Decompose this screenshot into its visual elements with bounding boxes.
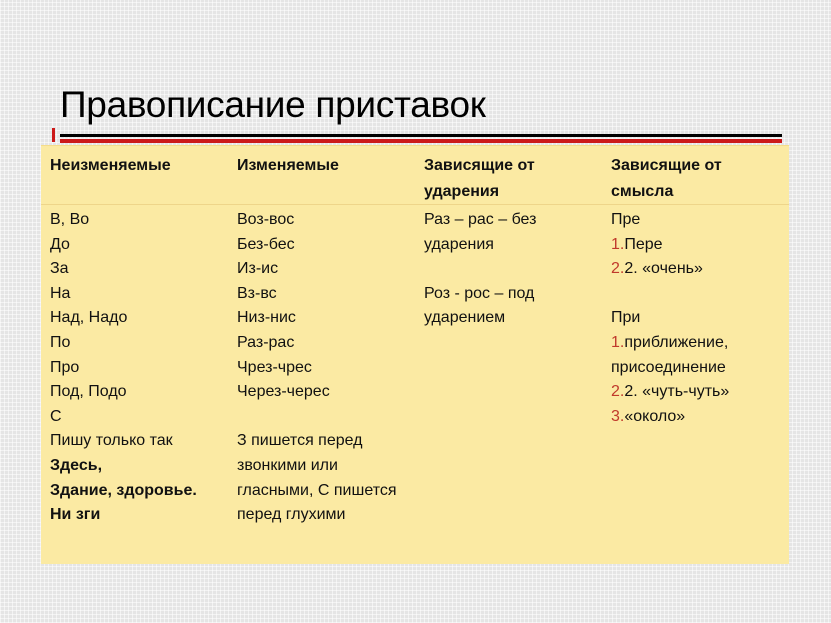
column-stress-dependent [424, 208, 536, 331]
list-item: звонкими или [237, 456, 338, 474]
list-item: По [50, 333, 71, 351]
list-item [611, 233, 729, 258]
list-item: Чрез-чрес [237, 358, 312, 376]
list-item: Под, Подо [50, 383, 127, 401]
header-changeable: Изменяемые [237, 157, 339, 174]
list-item: За [50, 260, 69, 278]
list-item [611, 405, 729, 430]
item-text: Пере [624, 235, 663, 253]
column-unchangeable [50, 208, 197, 528]
list-item: При [611, 309, 641, 327]
list-item: Пишу только так [50, 432, 173, 450]
list-item: Низ-нис [237, 309, 296, 327]
list-item: Из-ис [237, 260, 279, 278]
list-item [611, 380, 729, 405]
item-number: 2. [611, 260, 625, 278]
item-text: 2. «чуть-чуть» [624, 383, 730, 401]
title-underline-red [60, 139, 782, 143]
list-item: гласными, С пишется [237, 481, 397, 499]
list-item: Над, Надо [50, 309, 128, 327]
item-text: «около» [624, 407, 686, 425]
list-item: В, Во [50, 211, 90, 228]
column-changeable [237, 208, 397, 528]
list-item: На [50, 284, 71, 302]
list-item [611, 331, 729, 356]
item-number: 1. [611, 333, 625, 351]
header-stress-dependent [424, 153, 535, 205]
column-meaning-dependent [611, 208, 729, 429]
header-line: Зависящие от [611, 157, 722, 174]
list-item: ударением [424, 309, 506, 327]
list-item: С [50, 407, 62, 425]
list-item: Ни зги [50, 506, 101, 524]
item-number: 2. [611, 383, 625, 401]
header-unchangeable: Неизменяемые [50, 157, 171, 174]
list-item: Здание, здоровье. [50, 481, 197, 499]
header-meaning-dependent [611, 153, 722, 205]
list-item [611, 257, 729, 282]
list-item: До [50, 235, 70, 253]
title-accent-red [52, 128, 55, 142]
list-item: Раз-рас [237, 333, 295, 351]
list-item: Воз-вос [237, 211, 295, 228]
list-item: Без-бес [237, 235, 295, 253]
item-number: 3. [611, 407, 625, 425]
item-text: 2. «очень» [624, 260, 703, 278]
slide-title: Правописание приставок [60, 84, 486, 125]
list-item: Роз - рос – под [424, 284, 535, 302]
item-text: приближение, [624, 333, 729, 351]
prefix-table [41, 145, 789, 564]
item-number: 1. [611, 235, 625, 253]
list-item: ударения [424, 235, 494, 253]
list-item: Через-черес [237, 383, 330, 401]
list-item: Про [50, 358, 80, 376]
list-item: Раз – рас – без [424, 211, 537, 228]
title-underline-black [60, 134, 782, 137]
header-line: смысла [611, 183, 674, 200]
table-header-row [41, 146, 789, 205]
list-item [611, 356, 729, 381]
item-text: присоединение [611, 358, 726, 376]
list-item: З пишется перед [237, 432, 363, 450]
header-line: ударения [424, 183, 500, 200]
list-item: Пре [611, 211, 641, 228]
header-line: Зависящие от [424, 157, 535, 174]
list-item: перед глухими [237, 506, 346, 524]
list-item: Вз-вс [237, 284, 277, 302]
list-item: Здесь, [50, 456, 103, 474]
